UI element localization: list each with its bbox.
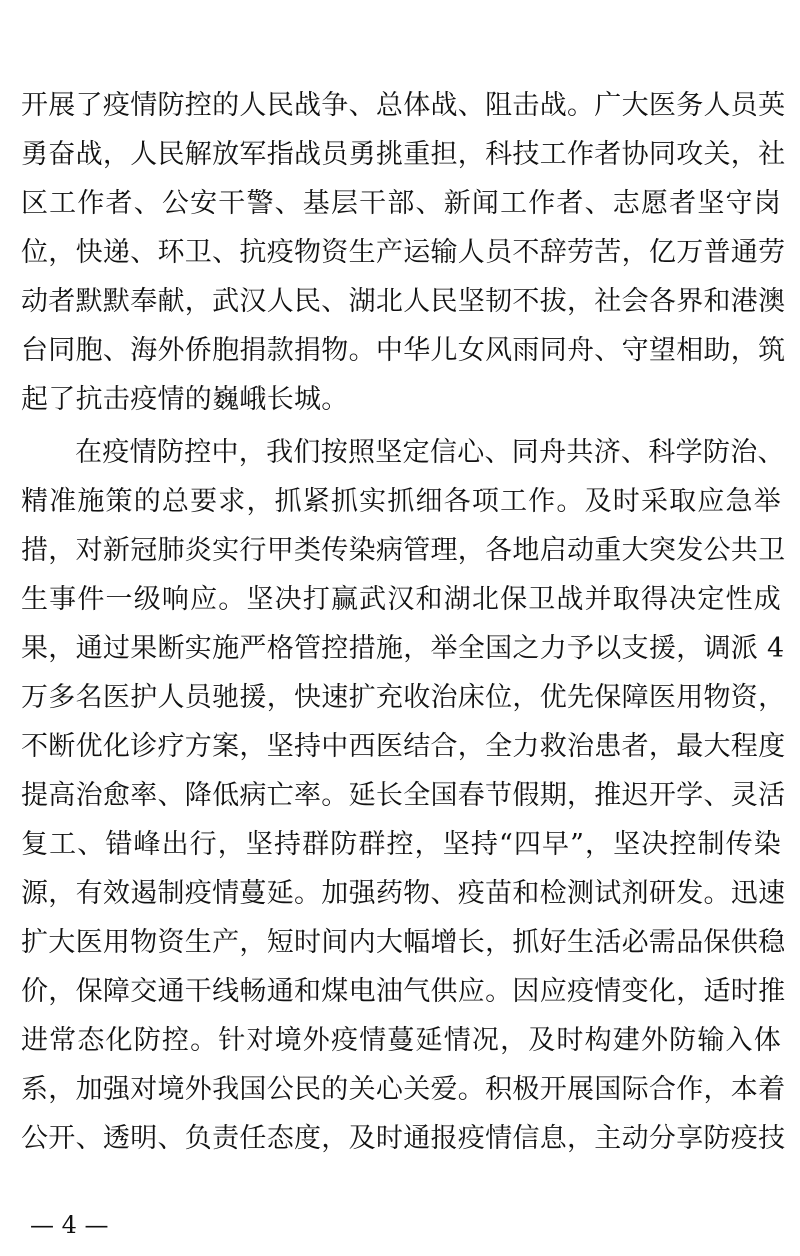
text-line: 扩大医用物资生产，短时间内大幅增长，抓好生活必需品保供稳 <box>21 927 786 958</box>
text-line: 源，有效遏制疫情蔓延。加强药物、疫苗和检测试剂研发。迅速 <box>21 878 786 909</box>
text-line: 措，对新冠肺炎实行甲类传染病管理，各地启动重大突发公共卫 <box>21 535 786 566</box>
text-line: 台同胞、海外侨胞捐款捐物。中华儿女风雨同舟、守望相助，筑 <box>21 335 786 366</box>
text-line: 勇奋战，人民解放军指战员勇挑重担，科技工作者协同攻关，社 <box>21 139 786 170</box>
text-line: 价，保障交通干线畅通和煤电油气供应。因应疫情变化，适时推 <box>21 976 786 1007</box>
page-number: — 4 — <box>30 1211 109 1239</box>
text-line: 开展了疫情防控的人民战争、总体战、阻击战。广大医务人员英 <box>21 90 786 121</box>
text-line: 果，通过果断实施严格管控措施，举全国之力予以支援，调派 4 <box>21 633 785 664</box>
text-line: 万多名医护人员驰援，快速扩充收治床位，优先保障医用物资， <box>21 682 786 713</box>
text-line: 精准施策的总要求，抓紧抓实抓细各项工作。及时采取应急举 <box>21 486 781 517</box>
text-line: 不断优化诊疗方案，坚持中西医结合，全力救治患者，最大程度 <box>21 731 786 762</box>
text-line: 复工、错峰出行，坚持群防群控，坚持“四早”，坚决控制传染 <box>21 829 781 860</box>
text-line: 位，快递、环卫、抗疫物资生产运输人员不辞劳苦，亿万普通劳 <box>21 237 786 268</box>
text-line: 进常态化防控。针对境外疫情蔓延情况，及时构建外防输入体 <box>21 1025 781 1056</box>
text-line: 生事件一级响应。坚决打赢武汉和湖北保卫战并取得决定性成 <box>21 584 781 615</box>
text-line: 区工作者、公安干警、基层干部、新闻工作者、志愿者坚守岗 <box>21 188 781 219</box>
text-line: 起了抗击疫情的巍峨长城。 <box>21 384 349 415</box>
text-line: 动者默默奉献，武汉人民、湖北人民坚韧不拔，社会各界和港澳 <box>21 286 786 317</box>
paragraph-first-line: 在疫情防控中，我们按照坚定信心、同舟共济、科学防治、 <box>75 437 785 468</box>
text-line: 公开、透明、负责任态度，及时通报疫情信息，主动分享防疫技 <box>21 1123 786 1154</box>
text-line: 提高治愈率、降低病亡率。延长全国春节假期，推迟开学、灵活 <box>21 780 786 811</box>
text-line: 系，加强对境外我国公民的关心关爱。积极开展国际合作，本着 <box>21 1074 786 1105</box>
